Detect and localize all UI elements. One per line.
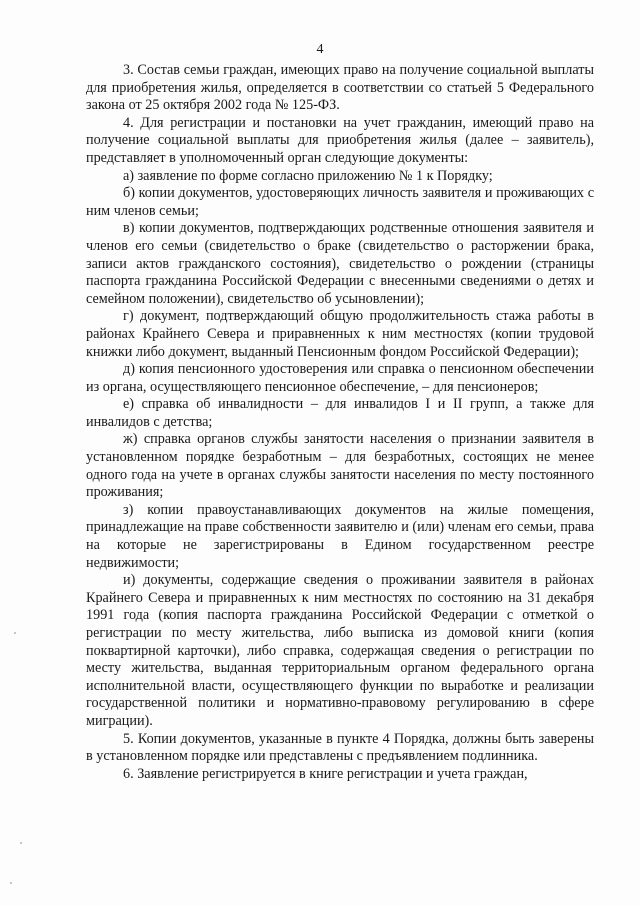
document-body <box>86 62 594 783</box>
list-item-d-pension-certificate: д) копия пенсионного удостоверения или справка о пенсионном обеспечении из органа, осуществляющего пенсионное обеспечение, – для пенсионеров; <box>86 361 594 395</box>
scan-artifact <box>20 842 22 844</box>
list-item-i-residence-documents: и) документы, содержащие сведения о проживании заявителя в районах Крайнего Севера и приравненных к ним местностях по состоянию на 31 декабря 1991 года (копия паспорта гражданина Российской Федерации с отметкой о регистрации по месту жительства, либо выписка из домовой книги (копия поквартирной карточки), либо справка, содержащая сведения о регистрации по месту жительства, выданная территориальным органом федерального органа исполнительной власти, осуществляющего функции по выработке и реализации государственной политики и нормативно-правовому регулированию в сфере миграции). <box>86 572 594 729</box>
page-number: 4 <box>316 42 324 57</box>
paragraph-5-document-copies: 5. Копии документов, указанные в пункте 4 Порядка, должны быть заверены в установленном порядке или представлены с предъявлением подлинника. <box>86 730 594 765</box>
paragraph-3-family-composition: 3. Состав семьи граждан, имеющих право на получение социальной выплаты для приобретения жилья, определяется в соответствии со статьей 5 Федерального закона от 25 октября 2002 года № 125-ФЗ. <box>86 62 594 114</box>
paragraph-6-registration-book: 6. Заявление регистрируется в книге регистрации и учета граждан, <box>123 765 528 782</box>
scan-artifact <box>14 632 16 634</box>
list-item-zh-unemployment-certificate: ж) справка органов службы занятости населения о признании заявителя в установленном порядке безработным – для безработных, состоящих не менее одного года на учете в органах службы занятости населения по месту постоянного проживания; <box>86 431 594 501</box>
list-item-z-property-documents: з) копии правоустанавливающих документов на жилые помещения, принадлежащие на праве собственности заявителю и (или) членам его семьи, права на которые не зарегистрированы в Едином государственном реестре недвижимости; <box>86 501 594 571</box>
list-item-e-disability-certificate: е) справка об инвалидности – для инвалидов I и II групп, а также для инвалидов с детства; <box>86 396 594 430</box>
list-item-g-work-experience: г) документ, подтверждающий общую продолжительность стажа работы в районах Крайнего Севера и приравненных к ним местностях (копии трудовой книжки либо документ, выданный Пенсионным фондом Российской Федерации); <box>86 308 594 360</box>
list-item-b-identity-documents: б) копии документов, удостоверяющих личность заявителя и проживающих с ним членов семьи; <box>86 185 594 219</box>
paragraph-4-registration-documents: 4. Для регистрации и постановки на учет гражданин, имеющий право на получение социальной выплаты для приобретения жилья (далее – заявитель), представляет в уполномоченный орган следующие документы: <box>86 114 594 166</box>
scan-artifact <box>10 882 12 884</box>
list-item-v-kinship-documents: в) копии документов, подтверждающих родственные отношения заявителя и членов его семьи (свидетельство о браке (свидетельство о расторжении брака, записи актов гражданского состояния), свидетельство о рождении (страницы паспорта гражданина Российской Федерации с внесенными сведениями о детях и семейном положении), свидетельство об усыновлении); <box>86 220 594 307</box>
list-item-a-application: а) заявление по форме согласно приложению № 1 к Порядку; <box>123 167 493 184</box>
